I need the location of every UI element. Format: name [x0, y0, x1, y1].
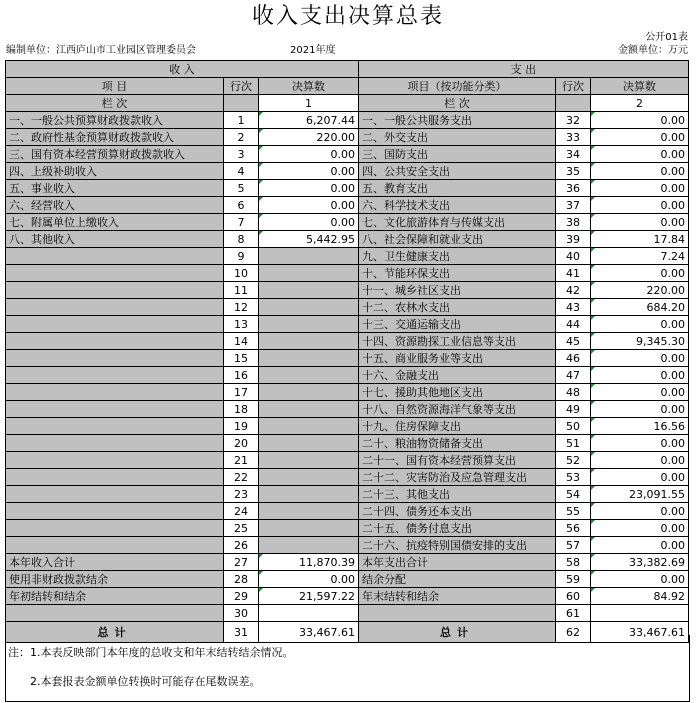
expense-item: 六、科学技术支出 — [359, 197, 556, 214]
cell-marker-icon — [591, 401, 595, 405]
income-row-no: 21 — [224, 452, 259, 469]
page-title: 收入支出决算总表 — [251, 4, 444, 29]
income-item — [6, 282, 224, 299]
cell-marker-icon — [591, 469, 595, 473]
expense-row-no: 36 — [556, 180, 591, 197]
income-item — [6, 350, 224, 367]
income-amount: 21,597.22 — [259, 588, 359, 605]
income-amount: 5,442.95 — [259, 231, 359, 248]
income-amount — [259, 367, 359, 384]
income-item — [6, 537, 224, 554]
cell-marker-icon — [259, 554, 263, 558]
expense-row-no: 40 — [556, 248, 591, 265]
income-item: 三、国有资本经营预算财政拨款收入 — [6, 146, 224, 163]
income-row-no: 11 — [224, 282, 259, 299]
income-amount — [259, 384, 359, 401]
income-summary-item — [6, 605, 224, 622]
expense-row-no: 57 — [556, 537, 591, 554]
amount-header: 决算数 — [259, 78, 359, 95]
income-amount — [259, 537, 359, 554]
expense-amount: 17.84 — [591, 231, 689, 248]
income-summary-item: 本年收入合计 — [6, 554, 224, 571]
expense-row-no: 54 — [556, 486, 591, 503]
cell-marker-icon — [259, 112, 263, 116]
expense-amount: 0.00 — [591, 265, 689, 282]
section-header-row — [6, 61, 689, 78]
income-amount — [259, 282, 359, 299]
currency-unit: 金额单位：万元 — [618, 45, 688, 56]
expense-amount: 0.00 — [591, 146, 689, 163]
expense-item: 五、教育支出 — [359, 180, 556, 197]
income-item — [6, 316, 224, 333]
reporting-unit: 编制单位：江西庐山市工业园区管理委员会 — [6, 45, 196, 56]
income-row-no: 2 — [224, 129, 259, 146]
cell-marker-icon — [591, 350, 595, 354]
column-label: 栏 次 — [6, 95, 224, 112]
income-row-no: 1 — [224, 112, 259, 129]
income-row-no: 16 — [224, 367, 259, 384]
table-row — [6, 435, 689, 452]
cell-marker-icon — [591, 231, 595, 235]
expense-row-no: 34 — [556, 146, 591, 163]
table-row — [6, 333, 689, 350]
income-amount — [259, 452, 359, 469]
table-row — [6, 214, 689, 231]
cell-marker-icon — [591, 503, 595, 507]
income-item: 四、上级补助收入 — [6, 163, 224, 180]
form-code: 公开01表 — [645, 32, 688, 43]
summary-row — [6, 588, 689, 605]
cell-marker-icon — [591, 537, 595, 541]
expense-row-no: 45 — [556, 333, 591, 350]
expense-item: 二十四、债务还本支出 — [359, 503, 556, 520]
income-item — [6, 520, 224, 537]
income-amount — [259, 520, 359, 537]
cell-marker-icon — [591, 588, 595, 592]
table-row — [6, 146, 689, 163]
cell-marker-icon — [259, 197, 263, 201]
expense-amount: 0.00 — [591, 537, 689, 554]
expense-total-amount: 33,467.61 — [591, 622, 689, 643]
income-item: 一、一般公共预算财政拨款收入 — [6, 112, 224, 129]
expense-row-no: 60 — [556, 588, 591, 605]
income-amount — [259, 316, 359, 333]
table-row — [6, 265, 689, 282]
income-total-label: 总计 — [6, 622, 224, 643]
cell-marker-icon — [591, 571, 595, 575]
expense-item: 二十、粮油物资储备支出 — [359, 435, 556, 452]
table-row — [6, 401, 689, 418]
income-row-no: 28 — [224, 571, 259, 588]
income-amount — [259, 350, 359, 367]
expense-amount: 0.00 — [591, 214, 689, 231]
expense-row-no: 59 — [556, 571, 591, 588]
expense-row-no: 39 — [556, 231, 591, 248]
expense-amount — [591, 605, 689, 622]
income-row-no: 7 — [224, 214, 259, 231]
income-amount — [259, 418, 359, 435]
cell-marker-icon — [591, 214, 595, 218]
cell-marker-icon — [591, 282, 595, 286]
expense-item: 十、节能环保支出 — [359, 265, 556, 282]
income-summary-item: 使用非财政拨款结余 — [6, 571, 224, 588]
income-item: 八、其他收入 — [6, 231, 224, 248]
expense-item: 十六、金融支出 — [359, 367, 556, 384]
cell-marker-icon — [259, 214, 263, 218]
income-header: 收 入 — [6, 61, 359, 78]
expense-amount: 0.00 — [591, 316, 689, 333]
income-amount: 0.00 — [259, 180, 359, 197]
expense-row-no: 51 — [556, 435, 591, 452]
cell-marker-icon — [591, 367, 595, 371]
cell-marker-icon — [591, 554, 595, 558]
income-item — [6, 452, 224, 469]
cell-marker-icon — [591, 265, 595, 269]
expense-row-no: 48 — [556, 384, 591, 401]
expense-amount: 0.00 — [591, 197, 689, 214]
income-row-no: 18 — [224, 401, 259, 418]
income-row-no: 9 — [224, 248, 259, 265]
expense-amount: 0.00 — [591, 367, 689, 384]
expense-row-no: 55 — [556, 503, 591, 520]
income-item: 五、事业收入 — [6, 180, 224, 197]
cell-marker-icon — [591, 418, 595, 422]
expense-summary-item: 年末结转和结余 — [359, 588, 556, 605]
expense-row-no: 50 — [556, 418, 591, 435]
expense-summary-item: 结余分配 — [359, 571, 556, 588]
income-item — [6, 367, 224, 384]
table-row — [6, 197, 689, 214]
income-row-no: 6 — [224, 197, 259, 214]
cell-marker-icon — [591, 112, 595, 116]
income-item: 七、附属单位上缴收入 — [6, 214, 224, 231]
expense-item: 八、社会保障和就业支出 — [359, 231, 556, 248]
amount-header: 决算数 — [591, 78, 689, 95]
table-row — [6, 520, 689, 537]
income-amount — [259, 503, 359, 520]
expense-amount: 0.00 — [591, 571, 689, 588]
expense-item: 十一、城乡社区支出 — [359, 282, 556, 299]
cell-marker-icon — [591, 163, 595, 167]
income-amount — [259, 265, 359, 282]
expense-amount: 0.00 — [591, 112, 689, 129]
table-row — [6, 282, 689, 299]
column-label: 栏 次 — [359, 95, 556, 112]
expense-row-no: 32 — [556, 112, 591, 129]
expense-row-no: 41 — [556, 265, 591, 282]
cell-marker-icon — [591, 384, 595, 388]
income-row-no: 10 — [224, 265, 259, 282]
expense-item: 二十六、抗疫特别国债安排的支出 — [359, 537, 556, 554]
income-row-no: 20 — [224, 435, 259, 452]
income-row-no: 5 — [224, 180, 259, 197]
table-row — [6, 248, 689, 265]
cell-marker-icon — [591, 435, 595, 439]
income-amount — [259, 469, 359, 486]
table-row — [6, 129, 689, 146]
expense-item: 十九、住房保障支出 — [359, 418, 556, 435]
income-amount — [259, 435, 359, 452]
income-amount — [259, 605, 359, 622]
cell-marker-icon — [259, 571, 263, 575]
income-row-no: 24 — [224, 503, 259, 520]
expense-summary-item — [359, 605, 556, 622]
expense-row-no: 46 — [556, 350, 591, 367]
report-year: 2021年度 — [290, 45, 336, 56]
expense-item: 三、国防支出 — [359, 146, 556, 163]
income-item: 二、政府性基金预算财政拨款收入 — [6, 129, 224, 146]
expense-amount: 84.92 — [591, 588, 689, 605]
expense-item: 二、外交支出 — [359, 129, 556, 146]
row-no-header: 行次 — [556, 78, 591, 95]
income-row-no: 4 — [224, 163, 259, 180]
cell-marker-icon — [591, 299, 595, 303]
income-row-no: 30 — [224, 605, 259, 622]
cell-marker-icon — [591, 129, 595, 133]
expense-item: 七、文化旅游体育与传媒支出 — [359, 214, 556, 231]
expense-row-no: 58 — [556, 554, 591, 571]
expense-amount: 9,345.30 — [591, 333, 689, 350]
expense-row-no: 62 — [556, 622, 591, 643]
cell-marker-icon — [259, 588, 263, 592]
expense-item: 十四、资源勘探工业信息等支出 — [359, 333, 556, 350]
expense-item: 十三、交通运输支出 — [359, 316, 556, 333]
expense-amount: 16.56 — [591, 418, 689, 435]
cell-marker-icon — [591, 316, 595, 320]
cell-marker-icon — [591, 333, 595, 337]
column-index: 1 — [259, 95, 359, 112]
table-row — [6, 180, 689, 197]
column-header-row — [6, 78, 689, 95]
expense-summary-item: 本年支出合计 — [359, 554, 556, 571]
cell-marker-icon — [259, 146, 263, 150]
income-item — [6, 418, 224, 435]
expense-item: 一、一般公共服务支出 — [359, 112, 556, 129]
expense-amount: 23,091.55 — [591, 486, 689, 503]
expense-row-no: 47 — [556, 367, 591, 384]
cell-marker-icon — [591, 520, 595, 524]
income-item — [6, 333, 224, 350]
income-item — [6, 299, 224, 316]
table-row — [6, 452, 689, 469]
table-row — [6, 350, 689, 367]
expense-item: 十七、援助其他地区支出 — [359, 384, 556, 401]
summary-row — [6, 571, 689, 588]
item-func-header: 项目（按功能分类） — [359, 78, 556, 95]
income-amount: 0.00 — [259, 197, 359, 214]
income-row-no: 19 — [224, 418, 259, 435]
income-total-amount: 33,467.61 — [259, 622, 359, 643]
table-row — [6, 299, 689, 316]
table-row — [6, 112, 689, 129]
income-item — [6, 265, 224, 282]
expense-item: 十五、商业服务业等支出 — [359, 350, 556, 367]
expense-amount: 684.20 — [591, 299, 689, 316]
income-row-no: 17 — [224, 384, 259, 401]
expense-amount: 0.00 — [591, 129, 689, 146]
income-amount — [259, 248, 359, 265]
income-amount — [259, 486, 359, 503]
column-blank — [556, 95, 591, 112]
column-index-row — [6, 95, 689, 112]
expense-item: 九、卫生健康支出 — [359, 248, 556, 265]
expense-amount: 220.00 — [591, 282, 689, 299]
income-row-no: 25 — [224, 520, 259, 537]
table-row — [6, 231, 689, 248]
expense-item: 二十三、其他支出 — [359, 486, 556, 503]
expense-item: 二十五、债务付息支出 — [359, 520, 556, 537]
table-row — [6, 469, 689, 486]
expense-amount: 0.00 — [591, 452, 689, 469]
income-summary-item: 年初结转和结余 — [6, 588, 224, 605]
expense-item: 二十二、灾害防治及应急管理支出 — [359, 469, 556, 486]
expense-amount: 0.00 — [591, 520, 689, 537]
expense-row-no: 33 — [556, 129, 591, 146]
notes-box — [5, 635, 690, 702]
table-row — [6, 163, 689, 180]
expense-amount: 0.00 — [591, 435, 689, 452]
income-row-no: 15 — [224, 350, 259, 367]
expense-item: 十二、农林水支出 — [359, 299, 556, 316]
income-item — [6, 384, 224, 401]
note-2: 2.本套报表金额单位转换时可能存在尾数误差。 — [30, 675, 261, 688]
expense-row-no: 61 — [556, 605, 591, 622]
expense-row-no: 38 — [556, 214, 591, 231]
table-row — [6, 367, 689, 384]
income-row-no: 8 — [224, 231, 259, 248]
cell-marker-icon — [591, 248, 595, 252]
income-row-no: 12 — [224, 299, 259, 316]
expense-header: 支 出 — [359, 61, 689, 78]
income-item — [6, 248, 224, 265]
expense-amount: 0.00 — [591, 350, 689, 367]
income-amount: 0.00 — [259, 146, 359, 163]
expense-row-no: 44 — [556, 316, 591, 333]
income-row-no: 26 — [224, 537, 259, 554]
income-row-no: 13 — [224, 316, 259, 333]
table-row — [6, 316, 689, 333]
income-amount: 11,870.39 — [259, 554, 359, 571]
income-row-no: 3 — [224, 146, 259, 163]
expense-amount: 0.00 — [591, 469, 689, 486]
income-item: 六、经营收入 — [6, 197, 224, 214]
table-row — [6, 384, 689, 401]
income-amount — [259, 401, 359, 418]
income-amount: 6,207.44 — [259, 112, 359, 129]
cell-marker-icon — [259, 231, 263, 235]
summary-row — [6, 554, 689, 571]
expense-row-no: 53 — [556, 469, 591, 486]
expense-amount: 0.00 — [591, 163, 689, 180]
cell-marker-icon — [591, 197, 595, 201]
cell-marker-icon — [591, 180, 595, 184]
income-item — [6, 486, 224, 503]
expense-row-no: 35 — [556, 163, 591, 180]
expense-row-no: 56 — [556, 520, 591, 537]
summary-row — [6, 605, 689, 622]
income-row-no: 29 — [224, 588, 259, 605]
expense-amount: 0.00 — [591, 503, 689, 520]
income-amount — [259, 333, 359, 350]
income-amount: 0.00 — [259, 571, 359, 588]
expense-row-no: 37 — [556, 197, 591, 214]
income-row-no: 31 — [224, 622, 259, 643]
income-item — [6, 503, 224, 520]
expense-item: 二十一、国有资本经营预算支出 — [359, 452, 556, 469]
cell-marker-icon — [591, 452, 595, 456]
cell-marker-icon — [259, 129, 263, 133]
income-row-no: 27 — [224, 554, 259, 571]
table-row — [6, 486, 689, 503]
expense-row-no: 43 — [556, 299, 591, 316]
expense-amount: 0.00 — [591, 180, 689, 197]
budget-table — [5, 60, 689, 643]
expense-row-no: 49 — [556, 401, 591, 418]
income-row-no: 22 — [224, 469, 259, 486]
table-row — [6, 503, 689, 520]
income-item — [6, 469, 224, 486]
cell-marker-icon — [591, 146, 595, 150]
row-no-header: 行次 — [224, 78, 259, 95]
expense-item: 四、公共安全支出 — [359, 163, 556, 180]
income-amount — [259, 299, 359, 316]
column-blank — [224, 95, 259, 112]
income-row-no: 23 — [224, 486, 259, 503]
table-row — [6, 418, 689, 435]
income-amount: 220.00 — [259, 129, 359, 146]
note-1: 注：1.本表反映部门本年度的总收支和年末结转结余情况。 — [8, 646, 294, 659]
table-row — [6, 537, 689, 554]
cell-marker-icon — [591, 486, 595, 490]
expense-row-no: 42 — [556, 282, 591, 299]
expense-amount: 7.24 — [591, 248, 689, 265]
cell-marker-icon — [259, 163, 263, 167]
expense-amount: 0.00 — [591, 384, 689, 401]
item-header: 项 目 — [6, 78, 224, 95]
expense-item: 十八、自然资源海洋气象等支出 — [359, 401, 556, 418]
income-amount: 0.00 — [259, 163, 359, 180]
cell-marker-icon — [259, 180, 263, 184]
column-index: 2 — [591, 95, 689, 112]
income-item — [6, 401, 224, 418]
income-amount: 0.00 — [259, 214, 359, 231]
expense-total-label: 总计 — [359, 622, 556, 643]
expense-amount: 0.00 — [591, 401, 689, 418]
income-item — [6, 435, 224, 452]
income-row-no: 14 — [224, 333, 259, 350]
expense-row-no: 52 — [556, 452, 591, 469]
expense-amount: 33,382.69 — [591, 554, 689, 571]
